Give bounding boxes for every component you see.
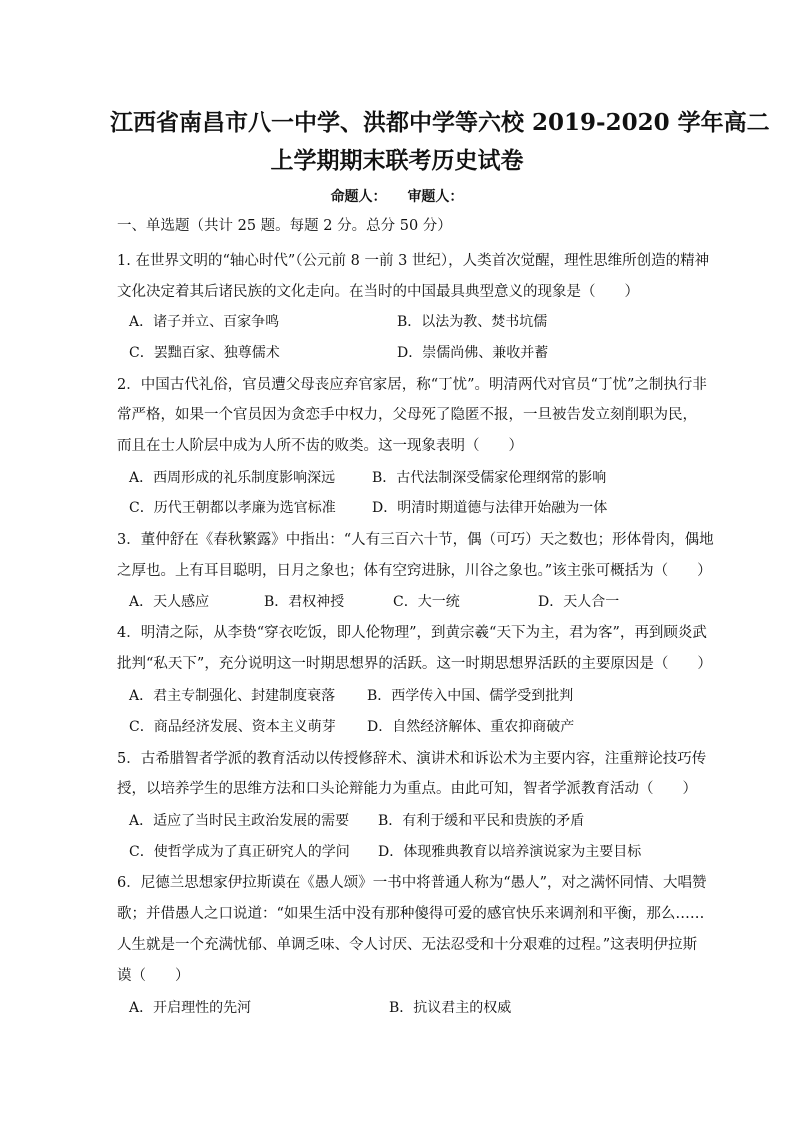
question-2-option-c: C．历代王朝都以孝廉为选官标准 xyxy=(129,500,336,516)
question-3-option-d: D．天人合一 xyxy=(538,594,620,610)
question-2-line-3: 而且在士人阶层中成为人所不齿的败类。这一现象表明（ ） xyxy=(117,438,523,454)
question-6-option-b: B．抗议君主的权威 xyxy=(389,1000,512,1016)
question-2-line-1: 2．中国古代礼俗，官员遭父母丧应弃官家居，称“丁忧”。明清两代对官员“丁忧”之制执行非 xyxy=(117,377,707,393)
question-5-option-b: B．有利于缓和平民和贵族的矛盾 xyxy=(378,813,585,829)
question-3-option-a: A．天人感应 xyxy=(129,594,210,610)
question-5-option-d: D．体现雅典教育以培养演说家为主要目标 xyxy=(378,844,642,860)
exam-title-line-1: 江西省南昌市八一中学、洪都中学等六校 2019-2020 学年高二 xyxy=(110,109,770,136)
question-1-option-b: B．以法为教、焚书坑儒 xyxy=(397,314,548,330)
question-2-option-b: B．古代法制深受儒家伦理纲常的影响 xyxy=(372,470,607,486)
question-5-line-2: 授，以培养学生的思维方法和口头论辩能力为重点。由此可知，智者学派教育活动（ ） xyxy=(117,781,697,797)
reviewer-label: 审题人： xyxy=(407,189,464,205)
question-4-option-c: C．商品经济发展、资本主义萌芽 xyxy=(129,719,336,735)
question-6-line-3: 人生就是一个充满忧郁、单调乏味、令人讨厌、无法忍受和十分艰难的过程。”这表明伊拉斯 xyxy=(117,937,698,953)
question-3-option-b: B．君权神授 xyxy=(264,594,345,610)
question-4-line-1: 4．明清之际，从李贽“穿衣吃饭，即人伦物理”，到黄宗羲“天下为主，君为客”，再到顾炎武 xyxy=(117,625,707,641)
question-2-option-d: D．明清时期道德与法律开始融为一体 xyxy=(372,500,608,516)
question-2-line-2: 常严格，如果一个官员因为贪恋手中权力，父母死了隐匿不报，一旦被告发立刻削职为民， xyxy=(117,407,697,423)
question-6-line-2: 歌；并借愚人之口说道：“如果生活中没有那种傻得可爱的感官快乐来调剂和平衡，那么…… xyxy=(117,906,705,922)
question-4-option-b: B．西学传入中国、儒学受到批判 xyxy=(367,688,574,704)
question-6-option-a: A．开启理性的先河 xyxy=(129,1000,252,1016)
question-1-option-a: A．诸子并立、百家争鸣 xyxy=(129,314,280,330)
exam-title-line-2: 上学期期末联考历史试卷 xyxy=(270,147,524,174)
question-setter-label: 命题人： xyxy=(330,189,387,205)
question-2-option-a: A．西周形成的礼乐制度影响深远 xyxy=(129,470,336,486)
question-4-line-2: 批判“私天下”，充分说明这一时期思想界的活跃。这一时期思想界活跃的主要原因是（ ） xyxy=(117,656,712,672)
question-5-option-a: A．适应了当时民主政治发展的需要 xyxy=(129,813,350,829)
author-line xyxy=(0,186,794,206)
question-1-option-c: C．罢黜百家、独尊儒术 xyxy=(129,345,280,361)
question-3-option-c: C．大一统 xyxy=(393,594,460,610)
question-6-line-4: 谟（ ） xyxy=(117,968,190,984)
section-heading: 一、单选题（共计 25 题。每题 2 分。总分 50 分） xyxy=(117,218,452,234)
question-5-option-c: C．使哲学成为了真正研究人的学问 xyxy=(129,844,350,860)
question-1-option-d: D．崇儒尚佛、兼收并蓄 xyxy=(397,345,549,361)
question-5-line-1: 5．古希腊智者学派的教育活动以传授修辞术、演讲术和诉讼术为主要内容，注重辩论技巧传 xyxy=(117,751,707,767)
question-4-option-a: A．君主专制强化、封建制度衰落 xyxy=(129,688,336,704)
question-6-line-1: 6．尼德兰思想家伊拉斯谟在《愚人颂》一书中将普通人称为“愚人”，对之满怀同情、大唱赞 xyxy=(117,875,707,891)
question-1-line-1: 1. 在世界文明的“轴心时代”（公元前 8 一前 3 世纪），人类首次觉醒，理性思维所创造的精神 xyxy=(117,253,710,269)
question-3-line-1: 3．董仲舒在《春秋繁露》中指出：“人有三百六十节，偶（可巧）天之数也；形体骨肉，偶地 xyxy=(117,532,714,548)
question-1-line-2: 文化决定着其后诸民族的文化走向。在当时的中国最具典型意义的现象是（ ） xyxy=(117,284,639,300)
question-3-line-2: 之厚也。上有耳目聪明，日月之象也；体有空窍进脉，川谷之象也。”该主张可概括为（ ） xyxy=(117,563,712,579)
question-4-option-d: D．自然经济解体、重农抑商破产 xyxy=(367,719,575,735)
